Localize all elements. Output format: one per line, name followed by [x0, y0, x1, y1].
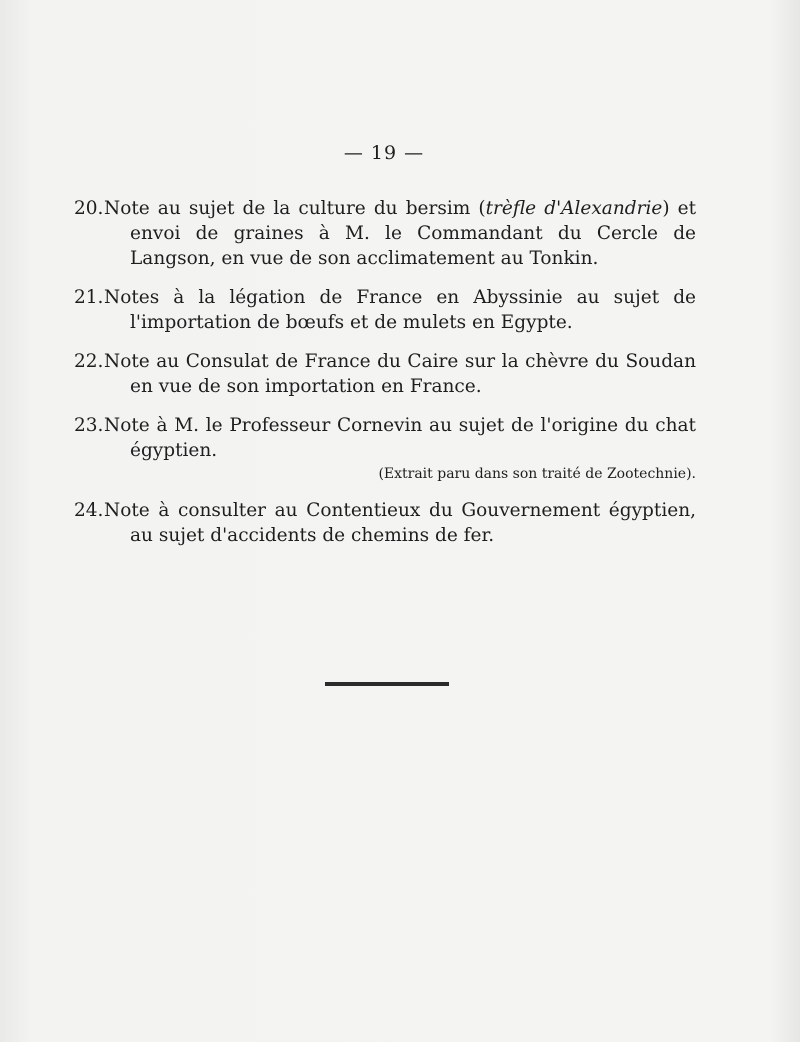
entry-text-part: Note au sujet de la culture du bersim ( — [104, 198, 486, 219]
entry-text: Notes à la légation de France en Abyssinie au sujet de l'importation de bœufs et de mulets en Egypte. — [104, 287, 696, 333]
section-divider — [325, 682, 449, 686]
entry-text: Note au Consulat de France du Caire sur la chèvre du Soudan en vue de son importation en France. — [104, 351, 696, 397]
entry-text: Note à M. le Professeur Cornevin au sujet de l'origine du chat égyptien. — [104, 415, 696, 461]
page-number: — 19 — — [343, 142, 425, 164]
entry-number: 23. — [74, 415, 104, 436]
list-item — [74, 413, 696, 484]
entry-number: 24. — [74, 500, 104, 521]
list-item — [74, 196, 696, 271]
list-item — [74, 498, 696, 548]
entry-text-part: ) et envoi de graines à M. le Commandant du Cercle de Langson, en vue de son acclimatement au Tonkin. — [130, 198, 697, 269]
entry-number: 20. — [74, 198, 104, 219]
list-item — [74, 285, 696, 335]
entry-list — [74, 196, 696, 562]
entry-extract-note: (Extrait paru dans son traité de Zootechnie). — [378, 466, 696, 482]
entry-number: 22. — [74, 351, 104, 372]
entry-italic-term: trèfle d'Alexandrie — [485, 198, 663, 219]
list-item — [74, 349, 696, 399]
entry-number: 21. — [74, 287, 104, 308]
entry-text: Note à consulter au Contentieux du Gouvernement égyptien, au sujet d'accidents de chemins de fer. — [104, 500, 696, 546]
entry-text — [74, 196, 696, 271]
